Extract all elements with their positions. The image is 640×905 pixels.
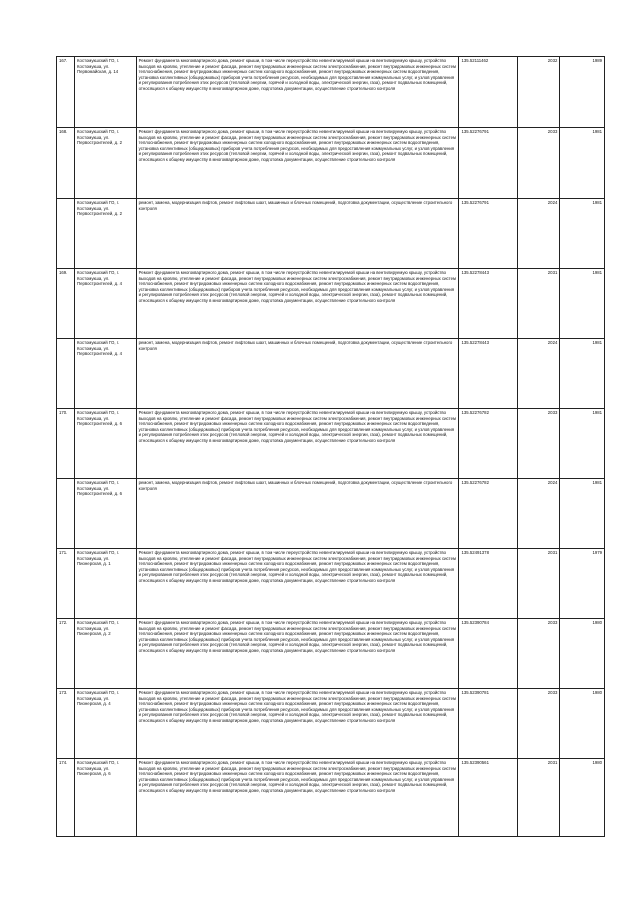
house-id: 135.52276782 <box>459 409 517 479</box>
work-description: ремонт, замена, модернизация лифтов, ремонт лифтовых шахт, машинных и блочных помещений, подготовка документации, осуществление строительного контроля <box>136 479 459 549</box>
build-year: 1981 <box>560 339 605 409</box>
table-row <box>57 199 605 269</box>
row-number <box>57 339 75 409</box>
repair-year: 2033 <box>517 619 559 689</box>
work-description: Ремонт фундамента многоквартирного дома, ремонт крыши, в том числе переустройство невентилируемой крыши на вентилируемую крышу, устройство выходов на кровлю, утепление и ремонт фасада, ремонт внутридомовых инженерных систем электроснабжения, ремонт внутридомовых инженерных систем теплоснабжения, ремонт внутридомовых инженерных систем холодного водоснабжения, ремонт внутридомовых инженерных систем водоотведения, установка коллективных (общедомовых) приборов учета потребления ресурсов, необходимых для предоставления коммунальных услуг, и узлов управления и регулирования потребления этих ресурсов (тепловой энергии, горячей и холодной воды, электрической энергии, газа), ремонт подвальных помещений, относящихся к общему имуществу в многоквартирном доме, подготовка документации, осуществление строительного контроля <box>136 57 459 128</box>
table-row <box>57 549 605 619</box>
repair-year: 2031 <box>517 269 559 339</box>
house-id: 135.52390781 <box>459 689 517 759</box>
table-row <box>57 269 605 339</box>
row-number: 171. <box>57 549 75 619</box>
repair-year: 2024 <box>517 339 559 409</box>
table-row <box>57 339 605 409</box>
row-number: 169. <box>57 269 75 339</box>
house-id: 135.52390784 <box>459 619 517 689</box>
repair-year: 2024 <box>517 199 559 269</box>
repair-year: 2032 <box>517 57 559 128</box>
table-row <box>57 57 605 128</box>
house-address: Костомукшский ГО, г. Костомукша, ул. Первостроителей, д. 4 <box>75 339 137 409</box>
house-address: Костомукшский ГО, г. Костомукша, ул. Пионерская, д. 4 <box>75 689 137 759</box>
build-year: 1981 <box>560 409 605 479</box>
table-row <box>57 689 605 759</box>
table-row <box>57 409 605 479</box>
table-row <box>57 619 605 689</box>
row-number: 167. <box>57 57 75 128</box>
house-id: 135.52276782 <box>459 479 517 549</box>
table-row <box>57 759 605 837</box>
row-number: 174. <box>57 759 75 837</box>
table-row <box>57 128 605 199</box>
house-id: 135.52111462 <box>459 57 517 128</box>
row-number: 173. <box>57 689 75 759</box>
row-number: 172. <box>57 619 75 689</box>
house-id: 135.52390561 <box>459 759 517 837</box>
repair-year: 2031 <box>517 759 559 837</box>
house-address: Костомукшский ГО, г. Костомукша, ул. Пионерская, д. 2 <box>75 619 137 689</box>
build-year: 1979 <box>560 549 605 619</box>
build-year: 1989 <box>560 57 605 128</box>
house-address: Костомукшский ГО, г. Костомукша, ул. Первостроителей, д. 2 <box>75 199 137 269</box>
house-address: Костомукшский ГО, г. Костомукша, ул. Первостроителей, д. 6 <box>75 409 137 479</box>
row-number <box>57 199 75 269</box>
build-year: 1981 <box>560 479 605 549</box>
repair-year: 2033 <box>517 689 559 759</box>
house-id: 135.52491378 <box>459 549 517 619</box>
house-address: Костомукшский ГО, г. Костомукша, ул. Первомайская, д. 14 <box>75 57 137 128</box>
row-number: 168. <box>57 128 75 199</box>
work-description: Ремонт фундамента многоквартирного дома, ремонт крыши, в том числе переустройство невентилируемой крыши на вентилируемую крышу, устройство выходов на кровлю, утепление и ремонт фасада, ремонт внутридомовых инженерных систем электроснабжения, ремонт внутридомовых инженерных систем теплоснабжения, ремонт внутридомовых инженерных систем холодного водоснабжения, ремонт внутридомовых инженерных систем водоотведения, установка коллективных (общедомовых) приборов учета потребления ресурсов, необходимых для предоставления коммунальных услуг, и узлов управления и регулирования потребления этих ресурсов (тепловой энергии, горячей и холодной воды, электрической энергии, газа), ремонт подвальных помещений, относящихся к общему имуществу в многоквартирном доме, подготовка документации, осуществление строительного контроля <box>136 128 459 199</box>
house-address: Костомукшский ГО, г. Костомукша, ул. Пионерская, д. 1 <box>75 549 137 619</box>
house-address: Костомукшский ГО, г. Костомукша, ул. Первостроителей, д. 6 <box>75 479 137 549</box>
house-id: 135.52278443 <box>459 339 517 409</box>
work-description: ремонт, замена, модернизация лифтов, ремонт лифтовых шахт, машинных и блочных помещений, подготовка документации, осуществление строительного контроля <box>136 199 459 269</box>
house-address: Костомукшский ГО, г. Костомукша, ул. Пионерская, д. 6 <box>75 759 137 837</box>
build-year: 1980 <box>560 689 605 759</box>
work-description: Ремонт фундамента многоквартирного дома, ремонт крыши, в том числе переустройство невентилируемой крыши на вентилируемую крышу, устройство выходов на кровлю, утепление и ремонт фасада, ремонт внутридомовых инженерных систем электроснабжения, ремонт внутридомовых инженерных систем теплоснабжения, ремонт внутридомовых инженерных систем холодного водоснабжения, ремонт внутридомовых инженерных систем водоотведения, установка коллективных (общедомовых) приборов учета потребления ресурсов, необходимых для предоставления коммунальных услуг, и узлов управления и регулирования потребления этих ресурсов (тепловой энергии, горячей и холодной воды, электрической энергии, газа), ремонт подвальных помещений, относящихся к общему имуществу в многоквартирном доме, подготовка документации, осуществление строительного контроля <box>136 619 459 689</box>
row-number: 170. <box>57 409 75 479</box>
row-number <box>57 479 75 549</box>
work-description: Ремонт фундамента многоквартирного дома, ремонт крыши, в том числе переустройство невентилируемой крыши на вентилируемую крышу, устройство выходов на кровлю, утепление и ремонт фасада, ремонт внутридомовых инженерных систем электроснабжения, ремонт внутридомовых инженерных систем теплоснабжения, ремонт внутридомовых инженерных систем холодного водоснабжения, ремонт внутридомовых инженерных систем водоотведения, установка коллективных (общедомовых) приборов учета потребления ресурсов, необходимых для предоставления коммунальных услуг, и узлов управления и регулирования потребления этих ресурсов (тепловой энергии, горячей и холодной воды, электрической энергии, газа), ремонт подвальных помещений, относящихся к общему имуществу в многоквартирном доме, подготовка документации, осуществление строительного контроля <box>136 759 459 837</box>
house-address: Костомукшский ГО, г. Костомукша, ул. Первостроителей, д. 4 <box>75 269 137 339</box>
build-year: 1980 <box>560 619 605 689</box>
repair-year: 2031 <box>517 549 559 619</box>
work-description: Ремонт фундамента многоквартирного дома, ремонт крыши, в том числе переустройство невентилируемой крыши на вентилируемую крышу, устройство выходов на кровлю, утепление и ремонт фасада, ремонт внутридомовых инженерных систем электроснабжения, ремонт внутридомовых инженерных систем теплоснабжения, ремонт внутридомовых инженерных систем холодного водоснабжения, ремонт внутридомовых инженерных систем водоотведения, установка коллективных (общедомовых) приборов учета потребления ресурсов, необходимых для предоставления коммунальных услуг, и узлов управления и регулирования потребления этих ресурсов (тепловой энергии, горячей и холодной воды, электрической энергии, газа), ремонт подвальных помещений, относящихся к общему имуществу в многоквартирном доме, подготовка документации, осуществление строительного контроля <box>136 549 459 619</box>
capital-repair-table <box>56 56 605 837</box>
build-year: 1981 <box>560 269 605 339</box>
build-year: 1981 <box>560 128 605 199</box>
table-row <box>57 479 605 549</box>
repair-year: 2024 <box>517 479 559 549</box>
work-description: ремонт, замена, модернизация лифтов, ремонт лифтовых шахт, машинных и блочных помещений, подготовка документации, осуществление строительного контроля <box>136 339 459 409</box>
repair-year: 2033 <box>517 409 559 479</box>
work-description: Ремонт фундамента многоквартирного дома, ремонт крыши, в том числе переустройство невентилируемой крыши на вентилируемую крышу, устройство выходов на кровлю, утепление и ремонт фасада, ремонт внутридомовых инженерных систем электроснабжения, ремонт внутридомовых инженерных систем теплоснабжения, ремонт внутридомовых инженерных систем холодного водоснабжения, ремонт внутридомовых инженерных систем водоотведения, установка коллективных (общедомовых) приборов учета потребления ресурсов, необходимых для предоставления коммунальных услуг, и узлов управления и регулирования потребления этих ресурсов (тепловой энергии, горячей и холодной воды, электрической энергии, газа), ремонт подвальных помещений, относящихся к общему имуществу в многоквартирном доме, подготовка документации, осуществление строительного контроля <box>136 409 459 479</box>
house-id: 135.52278443 <box>459 269 517 339</box>
work-description: Ремонт фундамента многоквартирного дома, ремонт крыши, в том числе переустройство невентилируемой крыши на вентилируемую крышу, устройство выходов на кровлю, утепление и ремонт фасада, ремонт внутридомовых инженерных систем электроснабжения, ремонт внутридомовых инженерных систем теплоснабжения, ремонт внутридомовых инженерных систем холодного водоснабжения, ремонт внутридомовых инженерных систем водоотведения, установка коллективных (общедомовых) приборов учета потребления ресурсов, необходимых для предоставления коммунальных услуг, и узлов управления и регулирования потребления этих ресурсов (тепловой энергии, горячей и холодной воды, электрической энергии, газа), ремонт подвальных помещений, относящихся к общему имуществу в многоквартирном доме, подготовка документации, осуществление строительного контроля <box>136 689 459 759</box>
build-year: 1980 <box>560 759 605 837</box>
build-year: 1981 <box>560 199 605 269</box>
house-id: 135.52276791 <box>459 128 517 199</box>
repair-year: 2033 <box>517 128 559 199</box>
work-description: Ремонт фундамента многоквартирного дома, ремонт крыши, в том числе переустройство невентилируемой крыши на вентилируемую крышу, устройство выходов на кровлю, утепление и ремонт фасада, ремонт внутридомовых инженерных систем электроснабжения, ремонт внутридомовых инженерных систем теплоснабжения, ремонт внутридомовых инженерных систем холодного водоснабжения, ремонт внутридомовых инженерных систем водоотведения, установка коллективных (общедомовых) приборов учета потребления ресурсов, необходимых для предоставления коммунальных услуг, и узлов управления и регулирования потребления этих ресурсов (тепловой энергии, горячей и холодной воды, электрической энергии, газа), ремонт подвальных помещений, относящихся к общему имуществу в многоквартирном доме, подготовка документации, осуществление строительного контроля <box>136 269 459 339</box>
house-address: Костомукшский ГО, г. Костомукша, ул. Первостроителей, д. 2 <box>75 128 137 199</box>
house-id: 135.52276791 <box>459 199 517 269</box>
